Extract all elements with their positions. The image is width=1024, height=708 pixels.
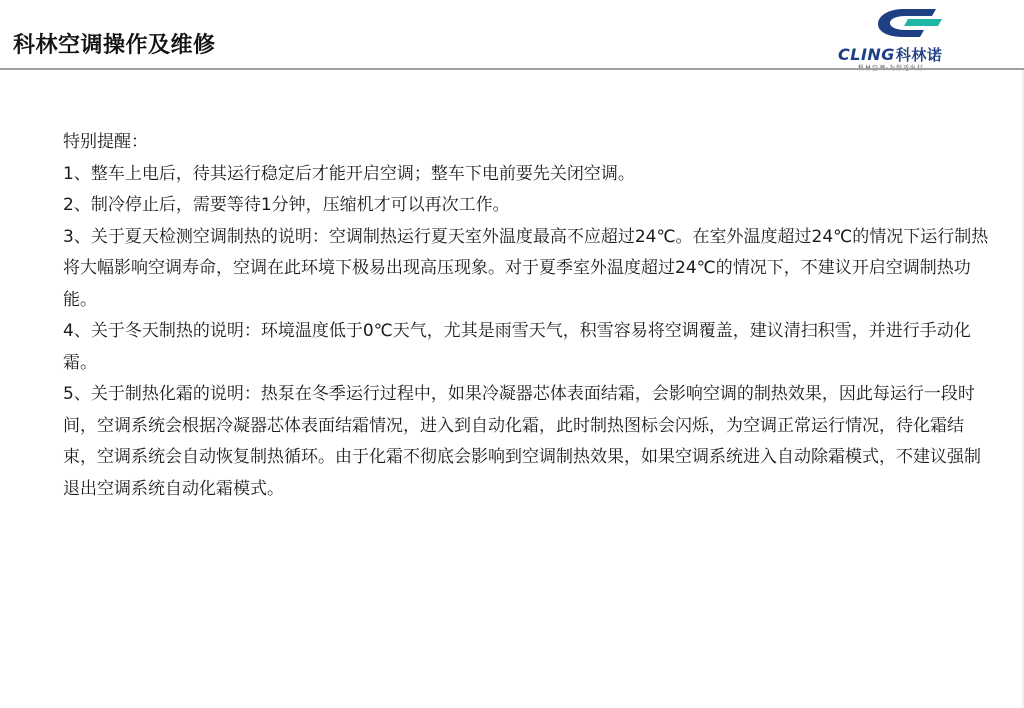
header-divider <box>0 68 1024 70</box>
logo-brand-cn: 科林诺 <box>895 46 943 64</box>
notice-item-4: 4、关于冬天制热的说明：环境温度低于0℃天气，尤其是雨雪天气，积雪容易将空调覆盖，建议清扫积雪，并进行手动化霜。 <box>63 321 971 373</box>
notice-heading: 特别提醒： <box>63 132 148 152</box>
notice-body <box>63 127 993 505</box>
brand-logo <box>838 6 988 66</box>
slide-header <box>0 0 1024 72</box>
logo-wordmark <box>838 44 942 65</box>
notice-item-3: 3、关于夏天检测空调制热的说明：空调制热运行夏天室外温度最高不应超过24℃。在室外温度超过24℃的情况下运行制热将大幅影响空调寿命，空调在此环境下极易出现高压现象。对于夏季室外温度超过24℃的情况下，不建议开启空调制热功能。 <box>63 226 989 310</box>
logo-brand-latin: CLING <box>838 45 895 64</box>
notice-item-1: 1、整车上电后，待其运行稳定后才能开启空调；整车下电前要先关闭空调。 <box>63 163 635 184</box>
page-title: 科林空调操作及维修 <box>13 33 216 58</box>
notice-item-5: 5、关于制热化霜的说明：热泵在冬季运行过程中，如果冷凝器芯体表面结霜，会影响空调的制热效果，因此每运行一段时间，空调系统会根据冷凝器芯体表面结霜情况，进入到自动化霜，此时制热图标会闪烁，为空调正常运行情况，待化霜结束，空调系统会自动恢复制热循环。由于化霜不彻底会影响到空调制热效果，如果空调系统进入自动除霜模式，不建议强制退出空调系统自动化霜模式。 <box>63 384 981 499</box>
cling-logo-icon <box>874 6 946 40</box>
notice-item-2: 2、制冷停止后，需要等待1分钟，压缩机才可以再次工作。 <box>63 195 510 215</box>
